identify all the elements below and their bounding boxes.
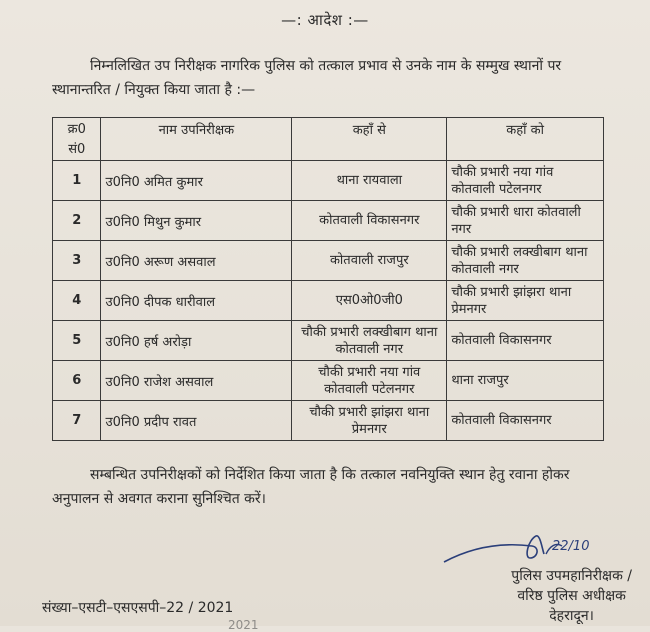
row-officer-name: उ0नि0 दीपक धारीवाल [101, 281, 292, 321]
header-serial-line2: सं0 [68, 142, 86, 157]
table-row [53, 401, 604, 441]
reference-cut-line: 2021 [228, 618, 259, 632]
designation-line3: देहरादून। [549, 608, 594, 624]
table-row [53, 201, 604, 241]
row-to: चौकी प्रभारी धारा कोतवाली नगर [447, 201, 604, 241]
table-header-row [53, 118, 604, 161]
header-name: नाम उपनिरीक्षक [101, 118, 292, 161]
row-to: चौकी प्रभारी नया गांव कोतवाली पटेलनगर [447, 161, 604, 201]
row-from: कोतवाली विकासनगर [292, 201, 447, 241]
row-from: चौकी प्रभारी नया गांव कोतवाली पटेलनगर [292, 361, 447, 401]
table-row [53, 241, 604, 281]
table-row [53, 281, 604, 321]
row-to: थाना राजपुर [447, 361, 604, 401]
row-serial: 6 [53, 361, 101, 401]
header-serial [53, 118, 101, 161]
signature-date: 22/10 [552, 539, 590, 554]
header-from: कहाँ से [292, 118, 447, 161]
row-serial: 3 [53, 241, 101, 281]
row-officer-name: उ0नि0 राजेश असवाल [101, 361, 292, 401]
designation-line1: पुलिस उपमहानिरीक्षक / [511, 568, 632, 584]
row-to: कोतवाली विकासनगर [447, 321, 604, 361]
table-row [53, 161, 604, 201]
order-heading: —: आदेश :— [281, 11, 369, 29]
signatory-designation [511, 566, 632, 626]
row-serial: 7 [53, 401, 101, 441]
row-from: थाना रायवाला [292, 161, 447, 201]
row-from: चौकी प्रभारी लक्खीबाग थाना कोतवाली नगर [292, 321, 447, 361]
row-to: चौकी प्रभारी लक्खीबाग थाना कोतवाली नगर [447, 241, 604, 281]
table-row [53, 321, 604, 361]
row-serial: 4 [53, 281, 101, 321]
row-officer-name: उ0नि0 मिथुन कुमार [101, 201, 292, 241]
table-row [53, 361, 604, 401]
row-from: एस0ओ0जी0 [292, 281, 447, 321]
row-officer-name: उ0नि0 अरूण असवाल [101, 241, 292, 281]
row-serial: 2 [53, 201, 101, 241]
row-serial: 5 [53, 321, 101, 361]
instruction-paragraph: सम्बन्धित उपनिरीक्षकों को निर्देशित किया जाता है कि तत्काल नवनियुक्ति स्थान हेतु रवाना होकर अनुपालन से अवगत कराना सुनिश्चित करें। [52, 467, 570, 507]
reference-number: संख्या–एसटी–एसएसपी–22 / 2021 [42, 600, 234, 616]
header-serial-line1: क्र0 [67, 122, 86, 137]
header-to: कहाँ को [447, 118, 604, 161]
row-officer-name: उ0नि0 हर्ष अरोड़ा [101, 321, 292, 361]
designation-line2: वरिष्ठ पुलिस अधीक्षक [517, 588, 626, 604]
row-from: कोतवाली राजपुर [292, 241, 447, 281]
handwritten-signature [440, 528, 600, 568]
row-officer-name: उ0नि0 प्रदीप रावत [101, 401, 292, 441]
transfer-table [52, 117, 604, 441]
row-officer-name: उ0नि0 अमित कुमार [101, 161, 292, 201]
row-serial: 1 [53, 161, 101, 201]
row-to: कोतवाली विकासनगर [447, 401, 604, 441]
intro-paragraph: निम्नलिखित उप निरीक्षक नागरिक पुलिस को तत्काल प्रभाव से उनके नाम के सम्मुख स्थानों पर स्थानान्तरित / नियुक्त किया जाता है :— [52, 58, 562, 98]
row-from: चौकी प्रभारी झांझरा थाना प्रेमनगर [292, 401, 447, 441]
row-to: चौकी प्रभारी झांझरा थाना प्रेमनगर [447, 281, 604, 321]
